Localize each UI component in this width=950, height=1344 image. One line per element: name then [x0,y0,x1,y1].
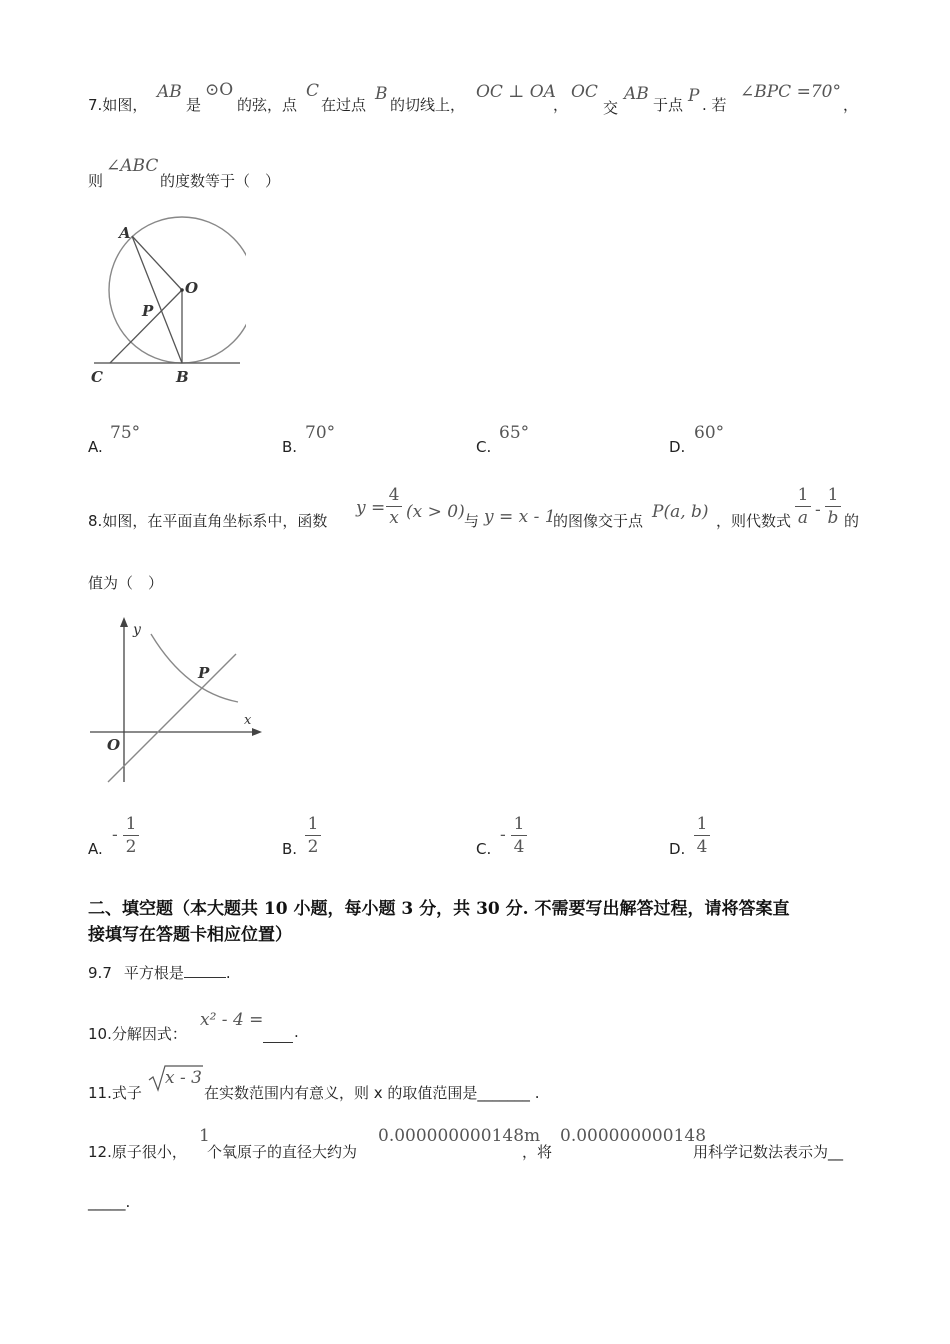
q7-text-then: 则 [88,172,104,190]
q9-answer-blank[interactable] [184,977,226,978]
q7-comma1: ， [553,96,569,114]
q12-text2: 个氧原子的直径大约为 [207,1143,358,1161]
q7-text-at: 于点 [653,96,684,114]
q12-math-value2: 0.000000000148 [560,1126,707,1146]
q12-math-value: 0.000000000148m [378,1126,541,1146]
q7-math-perp: OC ⊥ OA [476,82,556,102]
q7-label-a: A [119,224,131,242]
q8-y-arrow [120,617,128,627]
q8-stem: 8.如图，在平面直角坐标系中，函数 [88,512,328,530]
q12-answer-blank[interactable]: _____. [88,1193,131,1211]
section2-heading-line1: 二、填空题（本大题共 10 小题，每小题 3 分，共 30 分. 不需要写出解答过程，请将答案直 [88,899,790,919]
q8-line-graph [108,654,236,782]
q7-label-b: B [176,368,189,386]
q10-answer-blank[interactable] [263,1024,293,1043]
q7-math-ab2: AB [624,84,649,104]
q8-fraction-1b: 1 b [825,485,841,528]
q8-text-with: 与 [464,512,480,530]
q7-figure [86,214,246,390]
q8-label-y: y [133,622,141,638]
q8-option-c-sign: - [500,825,506,845]
q8-option-d-label[interactable]: D. [669,840,686,858]
q8-math-line: y = x - 1 [484,507,556,527]
q11-math-radicand: x - 3 [165,1068,202,1088]
q8-x-arrow [252,728,262,736]
q11-text: 在实数范围内有意义，则 x 的取值范围是_______ . [204,1084,540,1102]
q8-text-expr: ，则代数式 [716,512,792,530]
q7-text-if: . 若 [702,96,727,114]
q8-figure [86,612,266,788]
q11-answer-blank[interactable]: _______ [477,1084,530,1102]
q8-math-y: y = [356,498,386,518]
q12-text3: ，将 [522,1143,553,1161]
q7-text-question: 的度数等于（ ） [160,172,281,190]
q8-option-c-label[interactable]: C. [476,840,492,858]
q7-option-c-label[interactable]: C. [476,438,492,456]
q7-text-tangent2: 的切线上， [390,96,466,114]
q7-option-d-value: 60° [694,423,725,443]
q8-text-of: 的 [844,512,860,530]
q7-comma2: ， [843,96,859,114]
q8-fraction-4x: 4 x [386,485,402,528]
q10: 10.分解因式： [88,1025,187,1043]
q7-segment-ab [132,236,182,363]
q10-end: . [294,1023,299,1041]
q8-hyperbola [151,634,238,702]
q8-text-meet: 的图像交于点 [553,512,644,530]
q7-segment-oc [110,290,182,363]
q7-option-b-label[interactable]: B. [282,438,298,456]
q8-label-o: O [107,736,121,754]
section2-heading-line2: 接填写在答题卡相应位置） [88,925,292,945]
q8-option-b-label[interactable]: B. [282,840,298,858]
q7-option-d-label[interactable]: D. [669,438,686,456]
q8-option-c-fraction: 1 4 [511,814,527,857]
q8-fraction-1a: 1 a [795,485,811,528]
q12-text4: 用科学记数法表示为__ [693,1143,844,1161]
q7-math-circle: ⊙O [205,80,234,100]
q8-math-condition: (x > 0) [406,502,465,522]
q7-text-cross: 交 [603,99,619,117]
q7-math-oc: OC [571,82,598,102]
q7-option-a-value: 75° [110,423,141,443]
q7-stem: 7.如图， [88,96,148,114]
q9: 9.7 平方根是 . [88,964,231,982]
q7-math-p: P [688,86,700,106]
q7-math-b: B [375,84,388,104]
q7-text-is: 是 [186,96,202,114]
q11-stem: 11.式子 [88,1084,142,1102]
q7-math-c: C [306,81,320,101]
q8-math-point: P(a, b) [652,502,709,522]
q8-label-x: x [244,713,252,728]
q7-math-angle: ∠BPC =70° [740,82,841,102]
q7-text-chord: 的弦，点 [237,96,298,114]
q12-math-1: 1 [199,1126,210,1146]
q7-math-ab: AB [157,82,182,102]
q7-option-b-value: 70° [305,423,336,443]
q8-option-b-fraction: 1 2 [305,814,321,857]
q7-segment-ao [132,236,182,290]
q10-math-expr: x² - 4 = [200,1010,264,1030]
q8-text-value: 值为（ ） [88,574,164,592]
q7-center-dot [180,288,184,292]
q8-math-minus: - [815,500,821,520]
q7-label-c: C [91,368,103,386]
q7-label-p: P [142,302,154,320]
q8-option-d-fraction: 1 4 [694,814,710,857]
q8-option-a-fraction: 1 2 [123,814,139,857]
q8-option-a-label[interactable]: A. [88,840,103,858]
q7-option-c-value: 65° [499,423,530,443]
q8-option-a-sign: - [112,825,118,845]
q7-text-tangent: 在过点 [321,96,367,114]
q7-math-abc: ∠ABC [106,156,159,176]
q8-label-p: P [198,664,210,682]
q7-option-a-label[interactable]: A. [88,438,103,456]
q7-label-o: O [185,279,199,297]
q12-stem: 12.原子很小， [88,1143,187,1161]
